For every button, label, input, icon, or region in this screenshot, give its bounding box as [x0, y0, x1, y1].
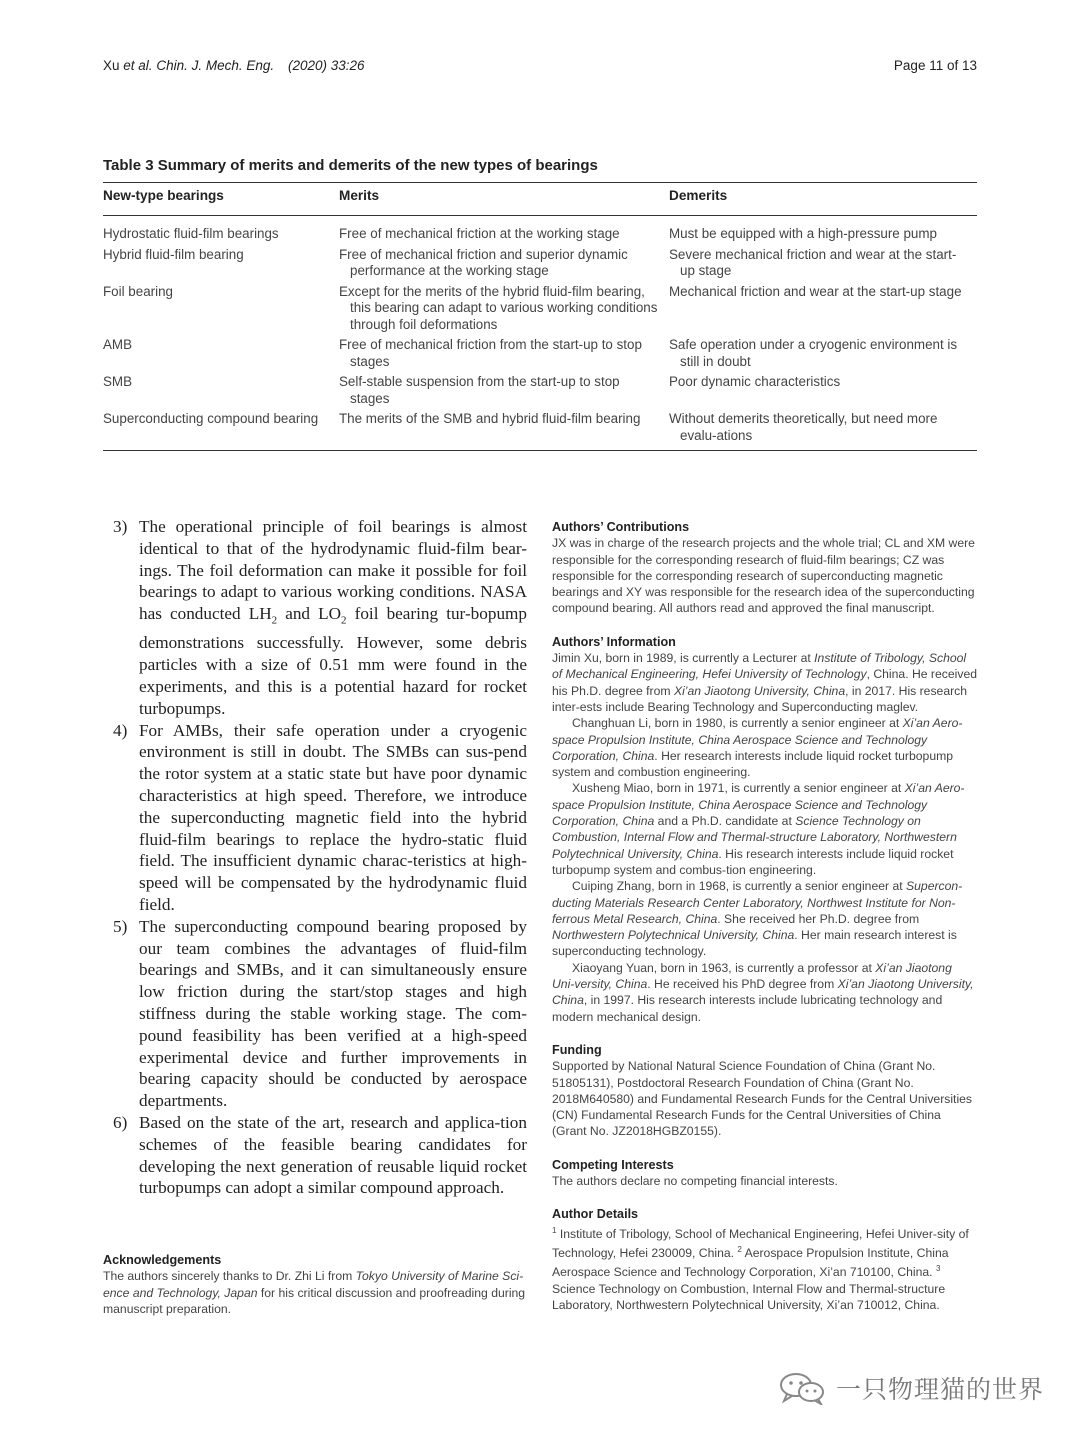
table-cell: [339, 247, 669, 284]
funding-section: [552, 1042, 977, 1140]
section-text: The authors declare no competing financial interests.: [552, 1173, 838, 1188]
item-text: foil bearing tur-bopump demonstrations successfully. However, some debris particles with a size of 0.51 mm were found in the experiments, and this is a potential hazard for rocket turbopumps.: [139, 604, 528, 718]
watermark-text: 一只物理猫的世界: [836, 1375, 1045, 1404]
text-run-italic: Science Technology on Combustion, Internal Flow and Thermal-structure Laboratory, Northwestern Polytechnical University, China: [552, 814, 957, 861]
text-run: . His research interests include liquid rocket turbopump system and combus-tion engineering.: [552, 846, 954, 877]
column-header: Merits: [339, 188, 380, 203]
list-item: [113, 516, 527, 720]
section-heading: Competing Interests: [552, 1157, 674, 1172]
citation-authors: Xu: [103, 58, 120, 73]
text-run: , in 1997. His research interests include lubricating technology and modern mechanical design.: [552, 993, 943, 1024]
table-cell: [669, 337, 977, 374]
author-details-section: [552, 1206, 977, 1313]
citation-journal: Chin. J. Mech. Eng.: [156, 58, 275, 73]
citation-etal: et al.: [123, 58, 153, 73]
cell-text: Except for the merits of the hybrid fluid-film bearing, this bearing can adapt to various working conditions through foil deformations: [339, 283, 658, 332]
section-heading: Acknowledgements: [103, 1253, 222, 1267]
text-run: Cuiping Zhang, born in 1968, is currently a senior engineer at: [572, 879, 907, 894]
table-title: Table 3 Summary of merits and demerits of the new types of bearings: [103, 157, 598, 174]
item-number: 5): [113, 916, 128, 936]
table-cell: [339, 411, 669, 451]
table-cell: [339, 337, 669, 374]
text-run-italic: Xi’an Jiaotong University, China: [552, 977, 974, 1008]
citation-year-volume: (2020) 33:26: [288, 58, 365, 73]
text-run: . He received his PhD degree from: [647, 977, 838, 992]
column-header: Demerits: [669, 188, 728, 203]
section-heading: Author Details: [552, 1207, 639, 1222]
item-text: The superconducting compound bearing proposed by our team combines the advantages of fluid-film bearings and SMBs, and it can simultaneously ensure low friction during the start/stop stages and high stiffness during the stable working stage. The com-pound feasibility has been verified at a high-speed experimental device and further improvements in bearing capacity should be conducted by aerospace departments.: [139, 916, 527, 1111]
text-run: and a Ph.D. candidate at: [654, 814, 796, 829]
author-bio: [552, 715, 977, 780]
author-bio: [552, 878, 977, 959]
affiliation-marker: 2: [737, 1244, 742, 1254]
cell-text: Free of mechanical friction from the start-up to stop stages: [339, 337, 642, 369]
section-heading: Authors’ Contributions: [552, 520, 690, 534]
item-text: The operational principle of foil bearings is almost identical to that of the hydrodynamic fluid-film bear-ings. The foil deformation can make it possible for foil bearings to adapt to various working conditions. NASA has conducted LH: [139, 517, 527, 624]
text-run: , China. He received his Ph.D. degree from: [552, 667, 977, 698]
table-row: [103, 337, 977, 374]
cell-text: Safe operation under a cryogenic environment is still in doubt: [669, 337, 958, 369]
text-run: Xusheng Miao, born in 1971, is currently a senior engineer at: [572, 781, 905, 796]
author-bio: [552, 960, 977, 1025]
table-cell: [669, 374, 977, 411]
table-cell: Foil bearing: [103, 283, 173, 299]
affiliation-marker: 1: [552, 1225, 557, 1235]
information-section: [552, 634, 977, 1025]
cell-text: Self-stable suspension from the start-up to stop stages: [339, 374, 620, 406]
cell-text: Free of mechanical friction and superior dynamic performance at the working stage: [339, 246, 628, 278]
table-row: [103, 374, 977, 411]
table-row: [103, 247, 977, 284]
author-bio: [552, 650, 977, 715]
list-item: [113, 916, 527, 1112]
list-item: [113, 720, 527, 916]
text-run-italic: Xi’an Jiaotong Uni-versity, China: [552, 960, 952, 992]
table-cell: [669, 216, 977, 247]
text-run-italic: Tokyo University of Marine Sci-ence and Technology, Japan: [103, 1269, 524, 1300]
text-run-italic: Supercon-ducting Materials Research Center Laboratory, Northwest Institute for Non-ferrous Metal Research, China: [552, 879, 963, 926]
cell-text: Free of mechanical friction at the working stage: [339, 226, 620, 241]
text-run: Changhuan Li, born in 1980, is currently a senior engineer at: [572, 716, 903, 731]
cell-text: Must be equipped with a high-pressure pump: [669, 226, 937, 241]
section-heading: Funding: [552, 1042, 602, 1057]
text-run-italic: Xi’an Aero-space Propulsion Institute, China Aerospace Science and Technology Corporation, China: [552, 716, 963, 763]
conclusions-list: [113, 516, 527, 1199]
table-cell: [339, 374, 669, 411]
cell-text: Without demerits theoretically, but need more evalu-ations: [669, 411, 938, 443]
subscript: 2: [341, 614, 347, 627]
item-number: 3): [113, 517, 128, 536]
text-run: for his critical discussion and proofreading during manuscript preparation.: [103, 1285, 526, 1316]
subscript: 2: [271, 614, 278, 627]
table-cell: SMB: [103, 374, 133, 389]
text-run-italic: Northwestern Polytechnical University, China: [552, 928, 795, 943]
text-run: . Her main research interest is superconducting technology.: [552, 928, 957, 959]
table-cell: Hybrid fluid-film bearing: [103, 246, 244, 262]
page-number: Page 11 of 13: [893, 58, 977, 73]
table-row: [103, 284, 977, 338]
bearings-table: [103, 182, 977, 451]
table-cell: [669, 284, 977, 338]
text-run-italic: Xi’an Jiaotong University, China: [673, 683, 846, 698]
table-cell: [339, 216, 669, 247]
item-text: and LO: [277, 604, 342, 624]
affiliation: Institute of Tribology, School of Mechanical Engineering, Hefei Univer-sity of Technology, Hefei 230009, China.: [552, 1226, 969, 1260]
text-run-italic: Xi’an Aero-space Propulsion Institute, China Aerospace Science and Technology Corporation, China: [552, 781, 965, 829]
table-cell: AMB: [103, 337, 133, 352]
text-run: Jimin Xu, born in 1989, is currently a Lecturer at: [552, 651, 815, 666]
item-number: 6): [113, 1112, 128, 1132]
affiliation: Science Technology on Combustion, Internal Flow and Thermal-structure Laboratory, Northwestern Polytechnical University, Xi’an 710012, China.: [552, 1281, 946, 1312]
section-text: [552, 1223, 977, 1314]
table-cell: [339, 284, 669, 338]
text-run: , in 2017. His research inter-ests include Bearing Technology and Superconducting maglev.: [552, 683, 968, 714]
item-number: 4): [113, 720, 128, 740]
text-run: The authors sincerely thanks to Dr. Zhi Li from: [103, 1269, 356, 1284]
item-text: Based on the state of the art, research and applica-tion schemes of the feasible bearing candidates for developing the next generation of reusable liquid rocket turbopumps can adopt a similar compound approach.: [139, 1112, 527, 1198]
contributions-section: [552, 519, 977, 617]
table-cell: [669, 411, 977, 451]
text-run: . Her research interests include liquid rocket turbopump system and combustion engineering.: [552, 748, 954, 780]
section-text: Supported by National Natural Science Foundation of China (Grant No. 51805131), Postdoctoral Research Foundation of China (Grant No. 2018M640580) and Fundamental Research Funds for the Central Universities (CN) Fundamental Research Funds for the Central Universities of China (Grant No. JZ2018HGBZ0155).: [552, 1059, 973, 1139]
cell-text: The merits of the SMB and hybrid fluid-film bearing: [339, 411, 641, 426]
section-text: [103, 1268, 527, 1317]
list-item: [113, 1112, 527, 1199]
table-row: [103, 411, 977, 451]
affiliation-marker: 3: [935, 1264, 941, 1274]
table-cell: Superconducting compound bearing: [103, 411, 319, 426]
item-text: For AMBs, their safe operation under a cryogenic environment is still in doubt. The SMBs can sus-pend the rotor system at a static state but have poor dynamic characteristics at high speed. Therefore, we introduce the superconducting magnetic field into the hybrid fluid-film bearings to replace the hydro-static fluid field. The insufficient dynamic charac-teristics at high-speed will be compensated by the hydrodynamic fluid field.: [139, 720, 527, 914]
cell-text: Severe mechanical friction and wear at the start-up stage: [669, 246, 957, 278]
section-text: JX was in charge of the research projects and the whole trial; CL and XM were responsible for the corresponding research of fluid-film bearings; CZ was responsible for the corresponding research of superconducting magnetic bearings and XY was responsible for the research idea of the superconducting compound bearing. All authors read and approved the final manuscript.: [552, 536, 975, 616]
watermark: [778, 1370, 1044, 1406]
back-matter: [552, 519, 977, 1330]
citation: [103, 58, 274, 73]
acknowledgements-section: [103, 1252, 527, 1317]
section-heading: Authors’ Information: [552, 634, 676, 649]
table-row: [103, 216, 977, 247]
table-cell: Hydrostatic fluid-film bearings: [103, 226, 279, 241]
author-bio: [552, 780, 977, 878]
text-run: . She received her Ph.D. degree from: [717, 911, 920, 926]
table-3: [103, 157, 977, 451]
text-run: Xiaoyang Yuan, born in 1963, is currently a professor at: [572, 960, 876, 975]
table-cell: [669, 247, 977, 284]
affiliation: Aerospace Propulsion Institute, China Aerospace Science and Technology Corporation, Xi’an 710100, China.: [552, 1246, 949, 1280]
wechat-icon: [778, 1371, 826, 1405]
text-run-italic: Institute of Tribology, School of Mechanical Engineering, Hefei University of Technology: [552, 651, 967, 682]
cell-text: Mechanical friction and wear at the start-up stage: [669, 283, 962, 299]
competing-interests-section: [552, 1157, 977, 1190]
table-header-row: [103, 183, 977, 216]
column-header: New-type bearings: [103, 188, 224, 203]
cell-text: Poor dynamic characteristics: [669, 374, 841, 389]
